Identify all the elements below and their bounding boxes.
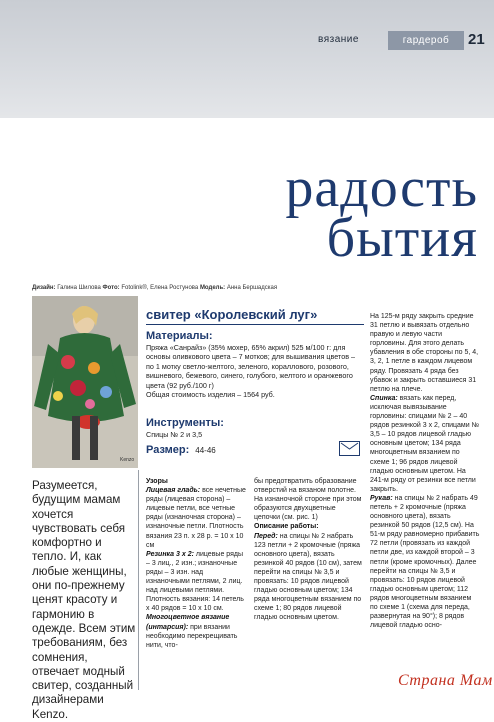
description-heading: Описание работы:: [254, 523, 319, 531]
materials-text: Пряжа «Санрайз» (35% мохер, 65% акрил) 525 м/100 г: для основы оливкового цвета – 7 мотков; для вышивания цветов – по 1 мотку светло-желтого, зеленого, кораллового, розового, вишневого, бежевого, синего, голубого, желтого и оранжевого цвета (92 руб./100 г): [146, 343, 356, 390]
model-label: Модель:: [199, 285, 226, 291]
materials-cost: Общая стоимость изделия – 1564 руб.: [146, 390, 275, 400]
credits-line: [32, 285, 277, 291]
photo-caption: Kenzo: [120, 457, 135, 463]
front-label: Перед:: [254, 532, 278, 540]
intro-text: Разумеется, будущим мамам хочется чувствовать себя комфортно и тепло. И, как любые женщины, они по-прежнему ценят красоту и гармонию в одежде. Всем этим требованиям, без сомнения, отвечает модный свитер, созданный дизайнерами Kenzo.: [32, 479, 136, 721]
rib-text: лицевые ряды – 3 лиц., 2 изн.; изнаночные ряды – 3 изн. над изнаночными петлями, 2 лиц. над лицевыми петлями. Плотность вязания: 14 петель x 40 рядов = 10 x 10 см.: [146, 550, 244, 613]
neckline-text: На 125-м ряду закрыть средние 31 петлю и вывязать отдельно правую и левую части горловины. Для этого делать убавления в обе стороны по 5, 4, 3, 2, 1 петле в каждом лицевом ряду. Провязать 4 ряда без убавок и закрыть оставшиеся 31 петлю на плече.: [370, 313, 479, 393]
patterns-heading: Узоры: [146, 478, 168, 485]
front-text: на спицы № 2 набрать 123 петли + 2 кромочные (пряжа основного цвета), вязать резинкой 40 рядов (10 см), затем перейти на спицы № 3,5 и провязать: 10 рядов лицевой гладью основным цветом; 134 ряда многоцветным вязанием по схеме 1; 80 рядов лицевой гладью основным цветом.: [254, 532, 362, 622]
sleeve-label: Рукав:: [370, 494, 393, 502]
model-value: Анна Бершадская: [226, 285, 278, 291]
instruments-block: [146, 417, 362, 439]
design-value: Галина Шилова: [57, 285, 101, 291]
envelope-icon: [339, 441, 360, 456]
page-number: 21: [468, 31, 485, 48]
section-label: вязание: [318, 34, 359, 45]
header-band: [0, 0, 494, 118]
size-value: 44-46: [195, 446, 216, 455]
intarsia-label: Многоцветное вязание (интарсия):: [146, 614, 230, 631]
headline-line-2: бытия: [326, 207, 478, 269]
description-column: [254, 477, 362, 623]
rib-label: Резинка 3 x 2:: [146, 550, 194, 558]
watermark-logo: Страна Мам: [398, 672, 493, 689]
faded-background-text: [28, 52, 328, 102]
intarsia-continued: бы предотвратить образование отверстий на вязаном полотне. На изнаночной стороне при этом образуются двухцветные цепочки (см. рис. 1): [254, 478, 362, 522]
model-illustration: [32, 296, 138, 468]
instruments-text: Спицы № 2 и 3,5: [146, 430, 203, 439]
stockinette-text: все нечетные ряды (лицевая сторона) – лицевые петли, все четные ряды (изнаночная сторона) – изнаночные петли. Плотность вязания 23 п. x 28 р. = 10 x 10 см: [146, 487, 246, 549]
rubric-tab: гардероб: [388, 31, 464, 50]
patterns-column: [146, 477, 246, 650]
instructions-column-right: [370, 312, 480, 630]
design-label: Дизайн:: [32, 285, 56, 291]
instruments-heading: Инструменты:: [146, 417, 224, 429]
back-text: вязать как перед, исключая вывязывание горловины: спицами № 2 – 40 рядов резинкой 3 x 2, спицами № 3,5 – 10 рядов лицевой гладью основным цветом; 134 ряда многоцветным вязанием по схеме 1; 96 рядов лицевой гладью основным цветом. На 241-м ряду от резинки все петли закрыть.: [370, 394, 480, 493]
size-heading: Размер:: [146, 444, 190, 456]
materials-heading: Материалы:: [146, 330, 213, 342]
headline-line-1: радость: [285, 157, 478, 219]
size-block: [146, 444, 362, 457]
title-divider: [146, 324, 364, 325]
sweater-title: свитер «Королевский луг»: [146, 307, 318, 322]
materials-block: [146, 330, 362, 399]
stockinette-label: Лицевая гладь:: [146, 487, 201, 495]
column-divider: [138, 470, 139, 690]
model-photo: [32, 296, 138, 468]
photo-label: Фото:: [102, 285, 120, 291]
sleeve-text: на спицы № 2 набрать 49 петель + 2 кромочные (пряжа основного цвета), вязать резинкой 50 рядов (12,5 см). На 51-м ряду равномерно прибавить 72 петли (провязать из каждой петли две, из каждой второй – 3 петли (кроме кромочных). Далее перейти на спицы № 3,5 и провязать: 10 рядов лицевой гладью основным цветом; 112 рядов многоцветным вязанием по схеме 1 (схема для переда, развернутая на 90°); 8 рядов лицевой гладью осно-: [370, 494, 480, 630]
intarsia-text: при вязании необходимо перекрещивать нити, что-: [146, 623, 238, 649]
photo-value: Fotolink®, Елена Ростунова: [121, 285, 199, 291]
back-label: Спинка:: [370, 394, 398, 402]
